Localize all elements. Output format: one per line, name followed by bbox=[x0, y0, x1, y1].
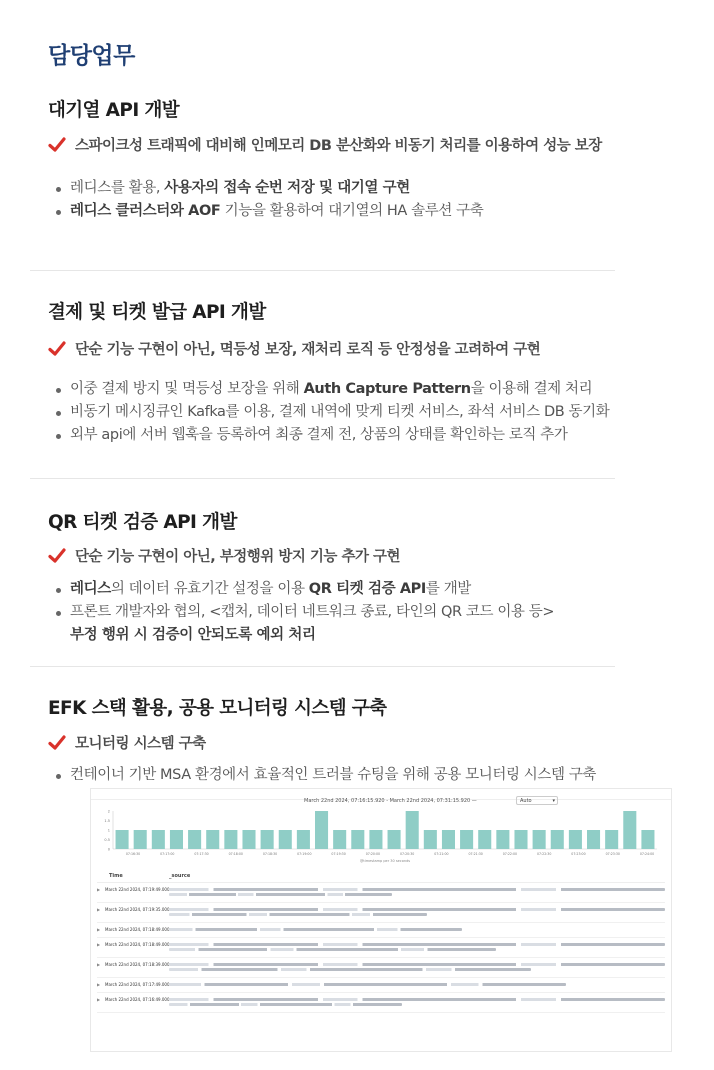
histogram-bar[interactable] bbox=[206, 830, 219, 849]
histogram-bar[interactable] bbox=[496, 830, 509, 849]
histogram-bar[interactable] bbox=[261, 830, 274, 849]
histogram-bar[interactable] bbox=[551, 830, 564, 849]
kibana-screenshot bbox=[90, 788, 672, 1052]
log-source bbox=[169, 961, 665, 973]
x-tick-label: 07:24:00 bbox=[639, 852, 655, 856]
expand-icon[interactable]: ▶ bbox=[97, 887, 101, 892]
x-tick-label: 07:17:00 bbox=[160, 852, 175, 856]
section-title: QR 티켓 검증 API 개발 bbox=[48, 512, 237, 533]
log-timestamp: March 22nd 2024, 07:19:49.000 bbox=[105, 887, 170, 892]
log-source bbox=[169, 981, 665, 988]
histogram-bar[interactable] bbox=[333, 830, 346, 849]
x-tick-label: 07:19:30 bbox=[331, 852, 346, 856]
interval-select[interactable]: Auto ▾ bbox=[516, 796, 558, 805]
page-title: 담당업무 bbox=[48, 43, 135, 69]
log-timestamp: March 22nd 2024, 07:17:49.000 bbox=[105, 982, 170, 987]
histogram-bar[interactable] bbox=[406, 811, 419, 849]
list-item: 이중 결제 방지 및 멱등성 보장을 위해 Auth Capture Pattern을 이용해 결제 처리 bbox=[66, 378, 688, 401]
bullet-list bbox=[48, 578, 688, 647]
summary-text: 단순 기능 구현이 아닌, 부정행위 방지 기능 추가 구현 bbox=[75, 549, 401, 565]
histogram-bar[interactable] bbox=[587, 830, 600, 849]
time-range: March 22nd 2024, 07:16:15.920 - March 22nd 2024, 07:31:15.920 — bbox=[304, 798, 477, 804]
section-qr-api bbox=[48, 508, 688, 647]
log-rows bbox=[97, 883, 665, 1013]
log-row[interactable] bbox=[97, 903, 665, 923]
log-table-header bbox=[97, 873, 665, 883]
list-item: 레디스의 데이터 유효기간 설정을 이용 QR 티켓 검증 API를 개발 bbox=[66, 578, 688, 601]
x-tick-label: 07:16:30 bbox=[125, 852, 141, 856]
divider bbox=[30, 666, 615, 667]
column-time: Time bbox=[109, 873, 123, 879]
expand-icon[interactable]: ▶ bbox=[97, 927, 101, 932]
log-row[interactable] bbox=[97, 993, 665, 1013]
log-timestamp: March 22nd 2024, 07:18:49.000 bbox=[105, 942, 170, 947]
check-icon bbox=[48, 548, 66, 564]
list-item: 컨테이너 기반 MSA 환경에서 효율적인 트러블 슈팅을 위해 공용 모니터링 시스템 구축 bbox=[66, 764, 688, 787]
histogram-bar[interactable] bbox=[478, 830, 491, 849]
x-tick-label: 07:18:00 bbox=[228, 852, 243, 856]
section-queue-api bbox=[48, 96, 688, 223]
divider bbox=[30, 270, 615, 271]
divider bbox=[30, 478, 615, 479]
histogram-bar[interactable] bbox=[424, 830, 437, 849]
y-tick-label: 1.5 bbox=[104, 819, 110, 823]
section-payment-api bbox=[48, 298, 688, 447]
log-timestamp: March 22nd 2024, 07:18:39.000 bbox=[105, 962, 170, 967]
x-tick-label: 07:18:30 bbox=[262, 852, 278, 856]
list-item: 레디스를 활용, 사용자의 접속 순번 저장 및 대기열 구현 bbox=[66, 177, 688, 200]
summary-text: 스파이크성 트래픽에 대비해 인메모리 DB 분산화와 비동기 처리를 이용하여 성능 보장 bbox=[75, 138, 602, 154]
section-title: 결제 및 티켓 발급 API 개발 bbox=[48, 302, 266, 323]
log-timestamp: March 22nd 2024, 07:16:49.000 bbox=[105, 997, 170, 1002]
log-source bbox=[169, 886, 665, 898]
histogram-bar[interactable] bbox=[623, 811, 636, 849]
bullet-list bbox=[48, 177, 688, 223]
list-item: 프론트 개발자와 협의, <캡처, 데이터 네트워크 종료, 타인의 QR 코드 이용 등> bbox=[66, 601, 688, 624]
histogram-bar[interactable] bbox=[188, 830, 201, 849]
list-item-continuation: 부정 행위 시 검증이 안되도록 예외 처리 bbox=[70, 627, 316, 643]
summary-text: 단순 기능 구현이 아닌, 멱등성 보장, 재처리 로직 등 안정성을 고려하여 구현 bbox=[75, 342, 541, 358]
log-source bbox=[169, 941, 665, 953]
histogram-bar[interactable] bbox=[514, 830, 527, 849]
expand-icon[interactable]: ▶ bbox=[97, 997, 101, 1002]
log-timestamp: March 22nd 2024, 07:18:49.000 bbox=[105, 927, 170, 932]
x-tick-label: 07:19:00 bbox=[297, 852, 312, 856]
x-tick-label: 07:23:00 bbox=[571, 852, 586, 856]
x-tick-label: 07:20:30 bbox=[399, 852, 415, 856]
histogram-bar[interactable] bbox=[533, 830, 546, 849]
histogram-bar[interactable] bbox=[442, 830, 455, 849]
log-timestamp: March 22nd 2024, 07:19:35.000 bbox=[105, 907, 170, 912]
log-source bbox=[169, 926, 665, 933]
summary-text: 모니터링 시스템 구축 bbox=[75, 736, 206, 752]
section-efk bbox=[48, 694, 688, 787]
column-source: _source bbox=[169, 873, 191, 879]
histogram-bar[interactable] bbox=[315, 811, 328, 849]
histogram-bar[interactable] bbox=[641, 830, 654, 849]
histogram-bar[interactable] bbox=[242, 830, 255, 849]
y-tick-label: 0.5 bbox=[104, 838, 110, 842]
expand-icon[interactable]: ▶ bbox=[97, 942, 101, 947]
histogram-bar[interactable] bbox=[388, 830, 401, 849]
list-item: 외부 api에 서버 웹훅을 등록하여 최종 결제 전, 상품의 상태를 확인하는 로직 추가 bbox=[66, 424, 688, 447]
histogram-bar[interactable] bbox=[569, 830, 582, 849]
histogram-bar[interactable] bbox=[224, 830, 237, 849]
histogram-bar[interactable] bbox=[152, 830, 165, 849]
log-row[interactable] bbox=[97, 883, 665, 903]
section-summary bbox=[48, 338, 688, 359]
log-source bbox=[169, 906, 665, 918]
histogram-bar[interactable] bbox=[460, 830, 473, 849]
log-row[interactable] bbox=[97, 938, 665, 958]
bullet-list bbox=[48, 764, 688, 787]
check-icon bbox=[48, 137, 66, 153]
x-tick-label: 07:21:30 bbox=[468, 852, 483, 856]
log-row[interactable] bbox=[97, 958, 665, 978]
section-title: EFK 스택 활용, 공용 모니터링 시스템 구축 bbox=[48, 698, 387, 719]
log-row[interactable] bbox=[97, 923, 665, 938]
expand-icon[interactable]: ▶ bbox=[97, 982, 101, 987]
histogram-chart bbox=[91, 789, 671, 869]
y-tick-label: 2 bbox=[107, 809, 110, 814]
x-tick-label: 07:23:30 bbox=[605, 852, 620, 856]
expand-icon[interactable]: ▶ bbox=[97, 907, 101, 912]
x-axis-caption: @timestamp per 30 seconds bbox=[359, 859, 411, 863]
x-tick-label: 07:17:30 bbox=[194, 852, 209, 856]
histogram-bar[interactable] bbox=[170, 830, 183, 849]
check-icon bbox=[48, 341, 66, 357]
histogram-bar[interactable] bbox=[369, 830, 382, 849]
histogram-bar[interactable] bbox=[116, 830, 129, 849]
expand-icon[interactable]: ▶ bbox=[97, 962, 101, 967]
y-tick-label: 0 bbox=[107, 847, 110, 852]
histogram-bar[interactable] bbox=[134, 830, 147, 849]
log-table bbox=[97, 873, 665, 1013]
log-source bbox=[169, 996, 665, 1008]
x-tick-label: 07:22:00 bbox=[502, 852, 518, 856]
log-row[interactable] bbox=[97, 978, 665, 993]
list-item: 레디스 클러스터와 AOF 기능을 활용하여 대기열의 HA 솔루션 구축 bbox=[66, 200, 688, 223]
histogram-bar[interactable] bbox=[351, 830, 364, 849]
list-item: 비동기 메시징큐인 Kafka를 이용, 결제 내역에 맞게 티켓 서비스, 좌석 서비스 DB 동기화 bbox=[66, 401, 688, 424]
section-title: 대기열 API 개발 bbox=[48, 100, 179, 121]
y-tick-label: 1 bbox=[107, 828, 110, 833]
histogram-bar[interactable] bbox=[279, 830, 292, 849]
x-tick-label: 07:20:00 bbox=[365, 852, 381, 856]
check-icon bbox=[48, 735, 66, 751]
histogram-bar[interactable] bbox=[297, 830, 310, 849]
section-summary bbox=[48, 732, 688, 753]
section-summary bbox=[48, 134, 688, 155]
section-summary bbox=[48, 545, 688, 566]
histogram-bar[interactable] bbox=[605, 830, 618, 849]
x-tick-label: 07:21:00 bbox=[434, 852, 449, 856]
x-tick-label: 07:22:30 bbox=[537, 852, 552, 856]
bullet-list bbox=[48, 378, 688, 447]
